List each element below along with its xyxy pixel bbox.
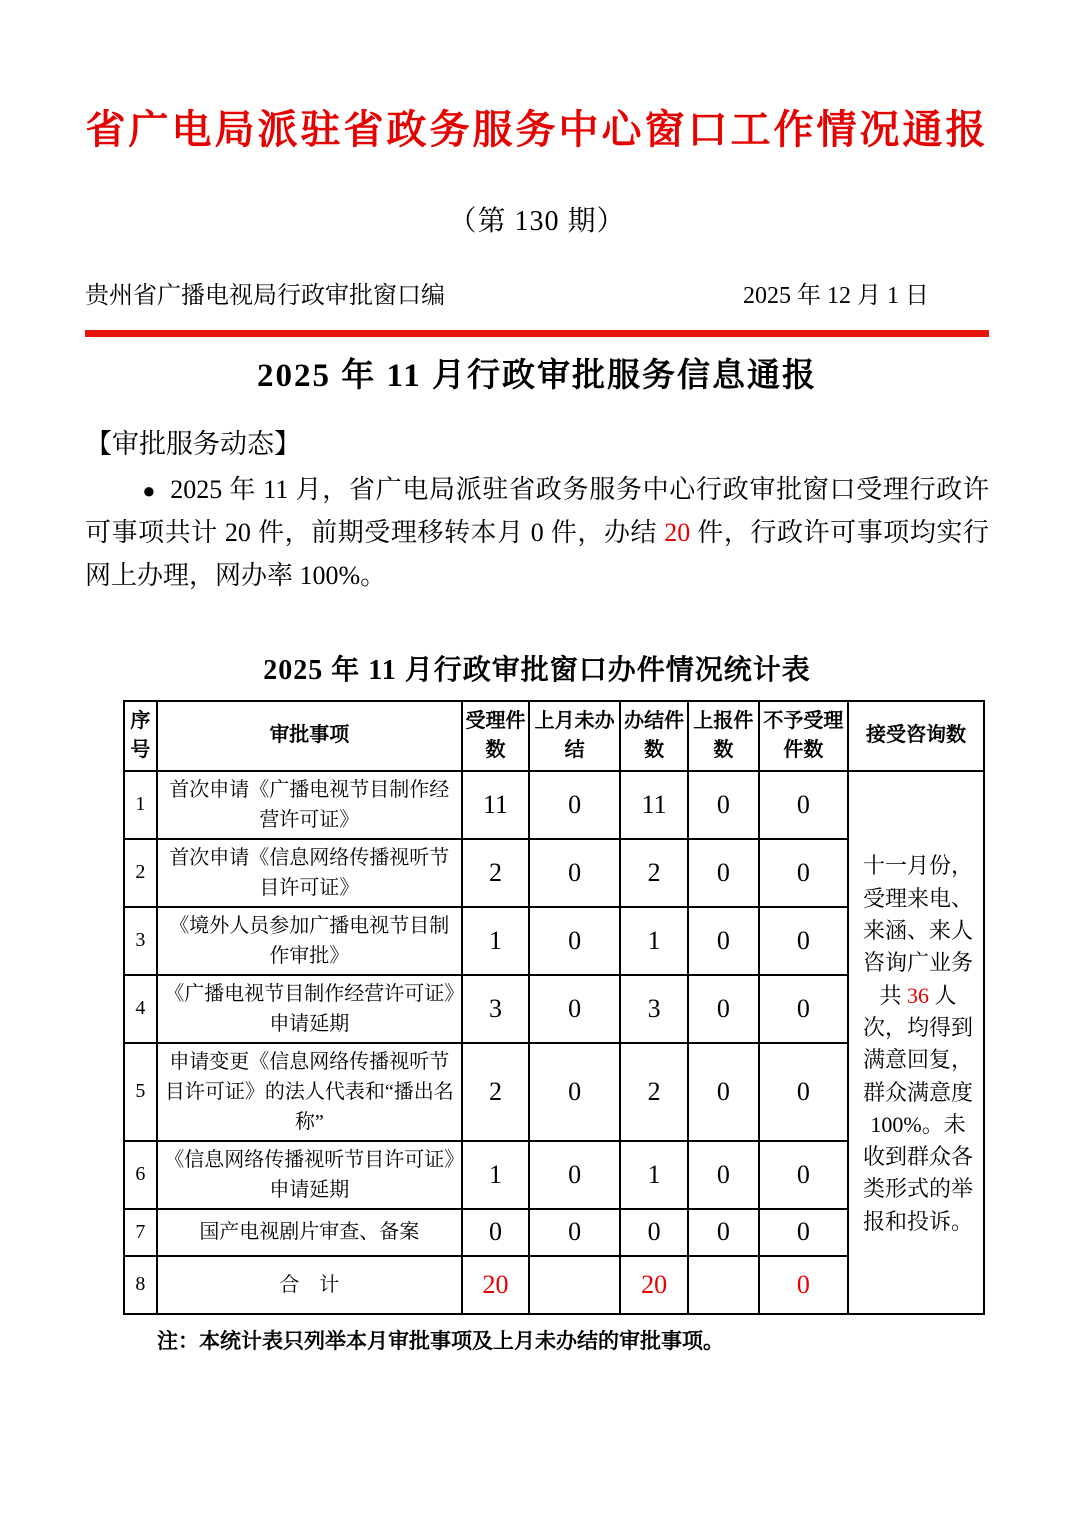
count-cell: 0 bbox=[529, 1209, 620, 1256]
count-cell: 0 bbox=[759, 907, 848, 975]
col-header-consult: 接受咨询数 bbox=[848, 701, 984, 771]
approval-item: 《境外人员参加广播电视节目制作审批》 bbox=[157, 907, 462, 975]
col-header-prev-unfinished: 上月未办结 bbox=[529, 701, 620, 771]
count-cell: 20 bbox=[620, 1256, 688, 1314]
count-cell: 1 bbox=[462, 907, 529, 975]
count-cell: 0 bbox=[759, 1256, 848, 1314]
row-number: 2 bbox=[124, 839, 157, 907]
count-cell: 20 bbox=[462, 1256, 529, 1314]
row-number: 3 bbox=[124, 907, 157, 975]
count-cell: 2 bbox=[462, 1043, 529, 1141]
red-divider-rule bbox=[85, 330, 989, 337]
count-cell: 0 bbox=[688, 771, 759, 839]
count-cell: 2 bbox=[462, 839, 529, 907]
issue-number: （第 130 期） bbox=[448, 206, 626, 237]
count-cell: 3 bbox=[462, 975, 529, 1043]
approval-item: 首次申请《信息网络传播视听节目许可证》 bbox=[157, 839, 462, 907]
count-cell: 0 bbox=[688, 1141, 759, 1209]
count-cell: 0 bbox=[688, 1043, 759, 1141]
count-cell: 0 bbox=[529, 1043, 620, 1141]
count-cell bbox=[688, 1256, 759, 1314]
count-cell: 2 bbox=[620, 1043, 688, 1141]
count-cell: 0 bbox=[759, 975, 848, 1043]
approval-item: 申请变更《信息网络传播视听节目许可证》的法人代表和“播出名称” bbox=[157, 1043, 462, 1141]
intro-text: 2025 年 11 月，省广电局派驻省政务服务中心行政审批窗口受理行政许可事项共计 20 件，前期受理移转本月 0 件，办结 20 件，行政许可事项均实行网上办理，网办率 100%。 bbox=[85, 475, 989, 590]
table-row bbox=[124, 771, 984, 839]
count-cell: 0 bbox=[759, 771, 848, 839]
intro-paragraph bbox=[85, 469, 989, 598]
count-cell: 0 bbox=[529, 975, 620, 1043]
count-cell: 0 bbox=[759, 1043, 848, 1141]
bulletin-title: 2025 年 11 月行政审批服务信息通报 bbox=[257, 358, 817, 394]
bullet-icon: ● bbox=[142, 478, 157, 503]
count-cell: 0 bbox=[529, 1141, 620, 1209]
count-cell: 1 bbox=[462, 1141, 529, 1209]
count-cell: 11 bbox=[620, 771, 688, 839]
col-header-item: 审批事项 bbox=[157, 701, 462, 771]
count-cell: 0 bbox=[688, 907, 759, 975]
page-title: 省广电局派驻省政务服务中心窗口工作情况通报 bbox=[85, 107, 989, 152]
section-heading: 【审批服务动态】 bbox=[85, 429, 301, 459]
publish-date: 2025 年 12 月 1 日 bbox=[743, 283, 929, 309]
count-cell: 11 bbox=[462, 771, 529, 839]
col-header-accepted: 受理件数 bbox=[462, 701, 529, 771]
count-cell: 2 bbox=[620, 839, 688, 907]
row-number: 7 bbox=[124, 1209, 157, 1256]
row-number: 6 bbox=[124, 1141, 157, 1209]
count-cell: 0 bbox=[462, 1209, 529, 1256]
count-cell: 1 bbox=[620, 907, 688, 975]
meta-row bbox=[85, 275, 989, 310]
row-number: 8 bbox=[124, 1256, 157, 1314]
count-cell: 1 bbox=[620, 1141, 688, 1209]
row-number: 5 bbox=[124, 1043, 157, 1141]
count-cell: 0 bbox=[529, 839, 620, 907]
approval-item: 《信息网络传播视听节目许可证》申请延期 bbox=[157, 1141, 462, 1209]
col-header-seq: 序号 bbox=[124, 701, 157, 771]
count-cell: 0 bbox=[529, 771, 620, 839]
count-cell: 0 bbox=[759, 1209, 848, 1256]
approval-item: 合 计 bbox=[157, 1256, 462, 1314]
table-header-row bbox=[124, 701, 984, 771]
count-cell: 0 bbox=[759, 1141, 848, 1209]
count-cell bbox=[529, 1256, 620, 1314]
approval-item: 国产电视剧片审查、备案 bbox=[157, 1209, 462, 1256]
stats-table-title: 2025 年 11 月行政审批窗口办件情况统计表 bbox=[263, 654, 811, 686]
approval-item: 《广播电视节目制作经营许可证》申请延期 bbox=[157, 975, 462, 1043]
col-header-rejected: 不予受理件数 bbox=[759, 701, 848, 771]
col-header-completed: 办结件数 bbox=[620, 701, 688, 771]
count-cell: 0 bbox=[688, 1209, 759, 1256]
count-cell: 0 bbox=[688, 975, 759, 1043]
editor-name: 贵州省广播电视局行政审批窗口编 bbox=[85, 283, 445, 309]
count-cell: 0 bbox=[620, 1209, 688, 1256]
count-cell: 0 bbox=[688, 839, 759, 907]
table-footnote: 注：本统计表只列举本月审批事项及上月未办结的审批事项。 bbox=[157, 1328, 724, 1353]
col-header-reported: 上报件数 bbox=[688, 701, 759, 771]
stats-table bbox=[123, 700, 985, 1315]
count-cell: 3 bbox=[620, 975, 688, 1043]
row-number: 4 bbox=[124, 975, 157, 1043]
count-cell: 0 bbox=[529, 907, 620, 975]
consult-summary-cell: 十一月份，受理来电、来涵、来人咨询广业务共 36 人次，均得到满意回复，群众满意度100%。未收到群众各类形式的举报和投诉。 bbox=[848, 771, 984, 1314]
count-cell: 0 bbox=[759, 839, 848, 907]
approval-item: 首次申请《广播电视节目制作经营许可证》 bbox=[157, 771, 462, 839]
row-number: 1 bbox=[124, 771, 157, 839]
stats-table-body bbox=[124, 771, 984, 1314]
